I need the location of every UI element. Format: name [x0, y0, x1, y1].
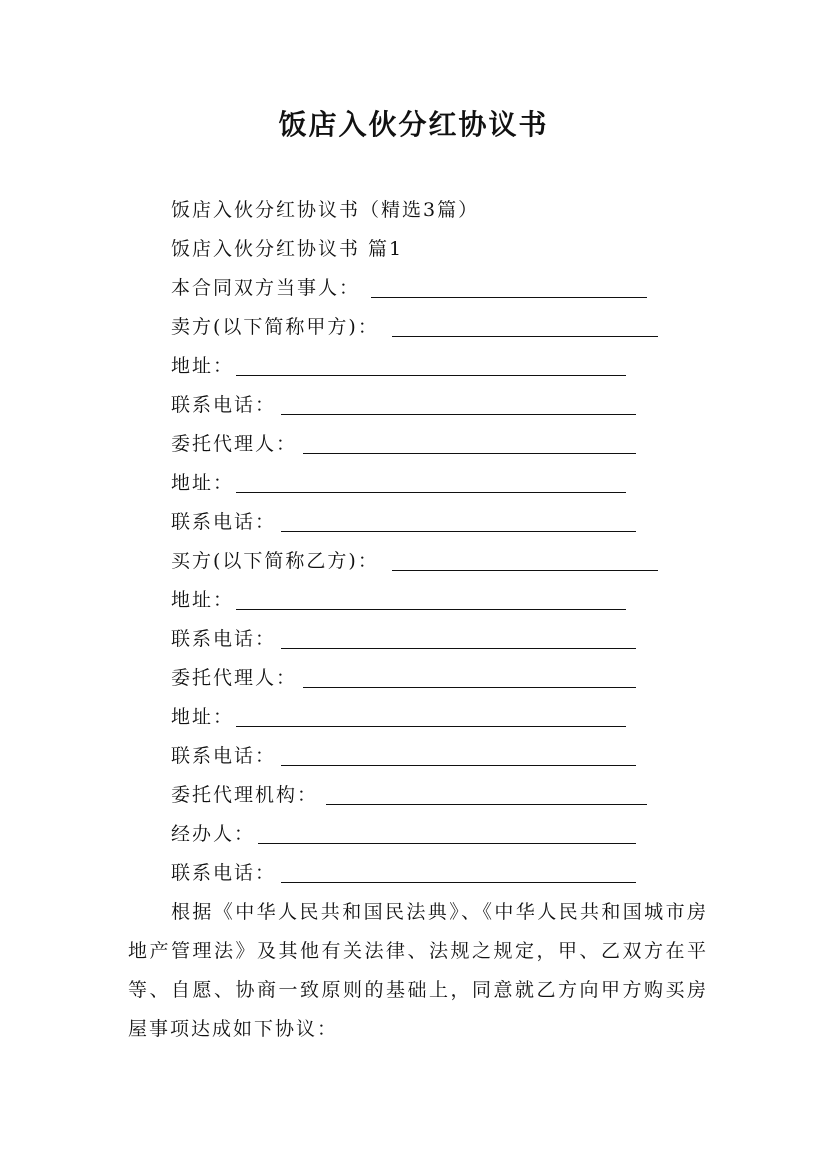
field-blank-handler [258, 843, 636, 844]
field-blank-buyer-agent-address [236, 726, 626, 727]
field-label-buyer-phone: 联系电话： [171, 628, 277, 650]
field-blank-buyer-address [236, 609, 626, 610]
field-label-handler: 经办人： [171, 823, 256, 845]
field-label-buyer: 买方(以下简称乙方)： [171, 550, 379, 572]
document-title: 饭店入伙分红协议书 [278, 108, 549, 141]
field-blank-buyer-phone [281, 648, 636, 649]
field-blank-buyer-agent-phone [281, 765, 636, 766]
field-blank-buyer [392, 570, 658, 571]
field-label-seller-agent-address: 地址： [171, 472, 235, 494]
field-label-agency: 委托代理机构： [171, 784, 319, 806]
field-blank-parties [371, 297, 647, 298]
field-label-handler-phone: 联系电话： [171, 862, 277, 884]
field-blank-seller-agent [303, 453, 636, 454]
field-label-buyer-address: 地址： [171, 589, 235, 611]
field-label-seller-agent-phone: 联系电话： [171, 511, 277, 533]
field-label-buyer-agent: 委托代理人： [171, 667, 298, 689]
field-blank-seller-agent-address [236, 492, 626, 493]
field-blank-seller [392, 336, 658, 337]
field-blank-handler-phone [281, 882, 636, 883]
agreement-paragraph: 根据《中华人民共和国民法典》、《中华人民共和国城市房地产管理法》及其他有关法律、法规之规定，甲、乙双方在平等、自愿、协商一致原则的基础上，同意就乙方向甲方购买房屋事项达成如下协议： [128, 901, 708, 1040]
field-label-buyer-agent-address: 地址： [171, 706, 235, 728]
field-blank-agency [326, 804, 647, 805]
field-blank-seller-address [236, 375, 626, 376]
field-blank-buyer-agent [303, 687, 636, 688]
field-label-seller-address: 地址： [171, 355, 235, 377]
field-label-seller-agent: 委托代理人： [171, 433, 298, 455]
field-label-seller-phone: 联系电话： [171, 394, 277, 416]
field-label-parties: 本合同双方当事人： [171, 277, 361, 299]
field-blank-seller-agent-phone [281, 531, 636, 532]
document-subtitle: 饭店入伙分红协议书（精选3篇） [171, 199, 480, 221]
field-blank-seller-phone [281, 414, 636, 415]
field-label-buyer-agent-phone: 联系电话： [171, 745, 277, 767]
field-label-seller: 卖方(以下简称甲方)： [171, 316, 379, 338]
section-heading: 饭店入伙分红协议书 篇1 [171, 238, 404, 260]
